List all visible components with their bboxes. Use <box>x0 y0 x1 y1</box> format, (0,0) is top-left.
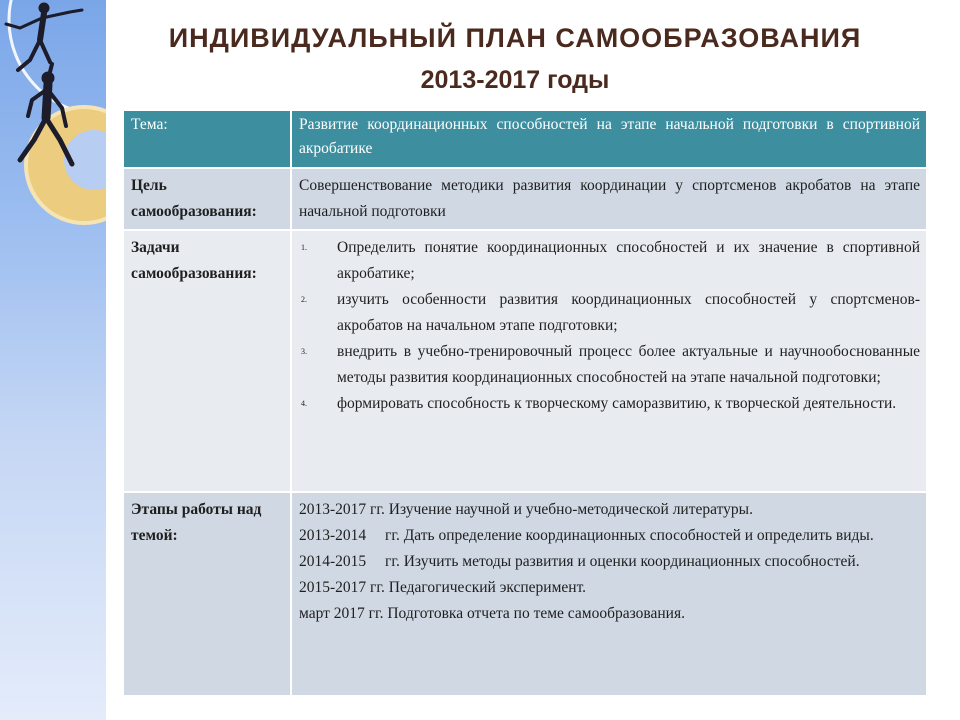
table-row-stages <box>124 492 926 695</box>
stage-years: 2014-2015 <box>299 553 367 570</box>
stage-text: гг. Дать определение координационных способностей и определить виды. <box>385 527 874 544</box>
task-number: 1. <box>301 243 307 252</box>
task-number: 4. <box>301 399 307 408</box>
list-item <box>299 339 920 391</box>
stages-label: Этапы работы над темой: <box>124 492 291 695</box>
stage-years: 2013-2014 <box>299 527 367 544</box>
stage-item: 2013-2017 гг. Изучение научной и учебно-методической литературы. <box>299 501 753 518</box>
list-item <box>299 235 920 287</box>
topic-value: Развитие координационных способностей на этапе начальной подготовки в спортивной акробатике <box>291 111 926 168</box>
page-title <box>110 18 920 98</box>
tasks-list <box>299 235 920 417</box>
topic-label: Тема: <box>124 111 291 168</box>
table-row-tasks <box>124 230 926 492</box>
task-text: формировать способность к творческому саморазвитию, к творческой деятельности. <box>337 395 897 412</box>
stage-item <box>299 549 920 575</box>
tasks-label: Задачи самообразования: <box>124 230 291 492</box>
stage-text: гг. Изучить методы развития и оценки координационных способностей. <box>385 553 860 570</box>
task-number: 3. <box>301 347 307 356</box>
title-line-1: ИНДИВИДУАЛЬНЫЙ ПЛАН САМООБРАЗОВАНИЯ <box>168 23 862 53</box>
stages-cell <box>291 492 926 695</box>
decorative-side-strip <box>0 0 106 720</box>
task-number: 2. <box>301 295 307 304</box>
table-row-topic <box>124 111 926 168</box>
goal-label: Цель самообразования: <box>124 168 291 230</box>
table-row-goal <box>124 168 926 230</box>
task-text: Определить понятие координационных способностей и их значение в спортивной акробатике; <box>337 239 920 282</box>
acrobats-silhouette-icon <box>0 0 90 170</box>
plan-table <box>124 111 926 695</box>
list-item <box>299 391 920 417</box>
task-text: внедрить в учебно-тренировочный процесс более актуальные и научнообоснованные методы развития координационных способностей на этапе начальной подготовки; <box>337 343 920 386</box>
task-text: изучить особенности развития координационных способностей у спортсменов-акробатов на начальном этапе подготовки; <box>337 291 920 334</box>
stage-item: март 2017 гг. Подготовка отчета по теме самообразования. <box>299 605 685 622</box>
stage-item: 2015-2017 гг. Педагогический эксперимент. <box>299 579 587 596</box>
title-line-2: 2013-2017 годы <box>420 66 610 94</box>
list-item <box>299 287 920 339</box>
stage-item <box>299 523 920 549</box>
tasks-cell <box>291 230 926 492</box>
goal-value: Совершенствование методики развития координации у спортсменов акробатов на этапе начальной подготовки <box>291 168 926 230</box>
